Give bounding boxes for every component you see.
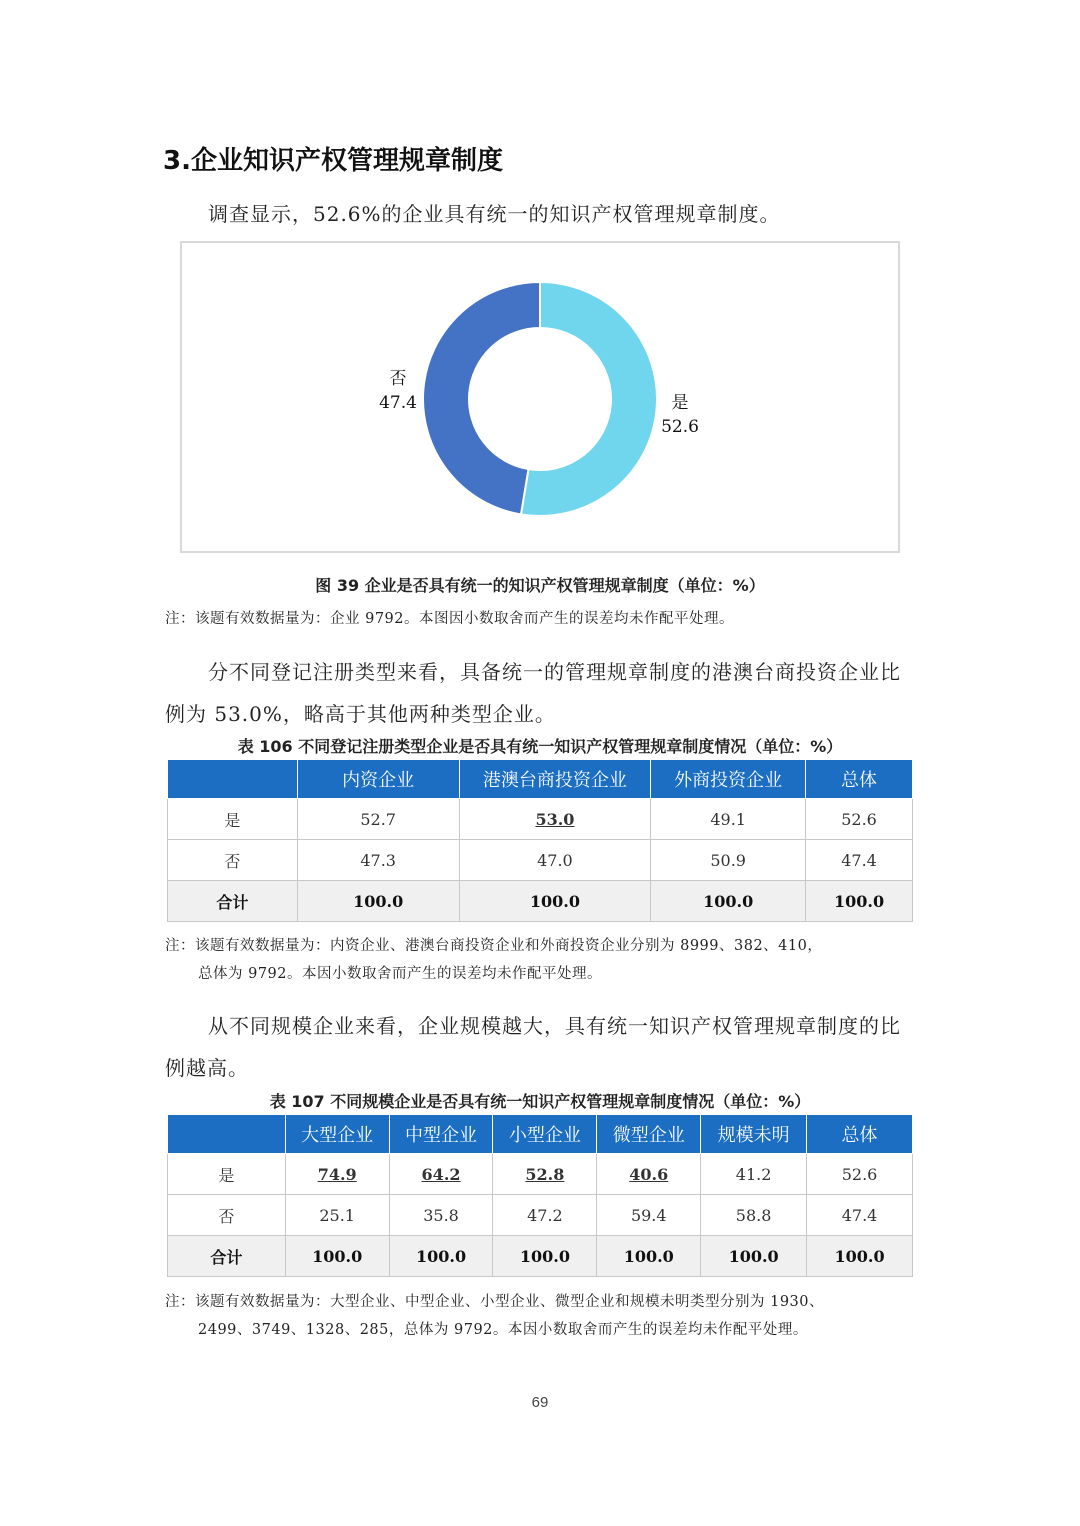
table-cell: 100.0 — [806, 881, 913, 922]
header-cell: 港澳台商投资企业 — [459, 760, 651, 799]
table-cell — [389, 1154, 493, 1195]
table-cell — [493, 1154, 597, 1195]
table-cell: 100.0 — [701, 1236, 807, 1277]
highlight-value: 40.6 — [629, 1164, 669, 1184]
table-cell: 41.2 — [701, 1154, 807, 1195]
header-cell: 规模未明 — [701, 1115, 807, 1154]
donut-slice-yes — [521, 282, 657, 516]
highlight-value: 53.0 — [535, 809, 575, 829]
table-107 — [167, 1114, 913, 1277]
table-cell: 47.4 — [806, 840, 913, 881]
table-107-note-line-2: 2499、3749、1328、285，总体为 9792。本因小数取舍而产生的误差均未作配平处理。 — [198, 1322, 808, 1338]
table-row — [168, 799, 913, 840]
figure-caption: 图 39 企业是否具有统一的知识产权管理规章制度（单位：%） — [315, 576, 765, 595]
paragraph-2-line-1: 分不同登记注册类型来看，具备统一的管理规章制度的港澳台商投资企业比 — [208, 660, 901, 684]
table-header-row — [168, 1115, 913, 1154]
header-cell: 内资企业 — [297, 760, 459, 799]
slice-label-yes-value: 52.6 — [661, 417, 699, 437]
row-label: 否 — [168, 840, 298, 881]
table-cell — [459, 799, 651, 840]
table-cell: 47.3 — [297, 840, 459, 881]
slice-label-yes-name: 是 — [671, 393, 689, 413]
figure-frame — [180, 241, 900, 553]
header-cell: 中型企业 — [389, 1115, 493, 1154]
table-cell: 59.4 — [597, 1195, 701, 1236]
row-label: 合计 — [168, 1236, 286, 1277]
table-106-title: 表 106 不同登记注册类型企业是否具有统一知识产权管理规章制度情况（单位：%） — [237, 737, 843, 756]
intro-paragraph: 调查显示，52.6%的企业具有统一的知识产权管理规章制度。 — [208, 202, 781, 226]
row-label: 否 — [168, 1195, 286, 1236]
table-row — [168, 840, 913, 881]
row-label: 是 — [168, 1154, 286, 1195]
table-cell: 100.0 — [285, 1236, 389, 1277]
table-cell: 100.0 — [807, 1236, 913, 1277]
table-cell — [597, 1154, 701, 1195]
figure-note: 注：该题有效数据量为：企业 9792。本图因小数取舍而产生的误差均未作配平处理。 — [165, 611, 735, 627]
slice-label-no-name: 否 — [389, 369, 407, 389]
table-header-row — [168, 760, 913, 799]
header-cell: 微型企业 — [597, 1115, 701, 1154]
header-cell: 外商投资企业 — [651, 760, 806, 799]
table-cell: 49.1 — [651, 799, 806, 840]
slice-label-no-value: 47.4 — [379, 393, 417, 413]
header-cell — [168, 1115, 286, 1154]
highlight-value: 52.8 — [525, 1164, 565, 1184]
row-label: 是 — [168, 799, 298, 840]
table-cell — [285, 1154, 389, 1195]
paragraph-2-line-2: 例为 53.0%，略高于其他两种类型企业。 — [165, 702, 556, 726]
table-row — [168, 1195, 913, 1236]
donut-slice-no — [423, 282, 540, 514]
table-cell: 35.8 — [389, 1195, 493, 1236]
page-number: 69 — [531, 1394, 549, 1411]
header-cell: 总体 — [806, 760, 913, 799]
header-cell: 总体 — [807, 1115, 913, 1154]
table-cell: 52.6 — [806, 799, 913, 840]
paragraph-3-line-1: 从不同规模企业来看，企业规模越大，具有统一知识产权管理规章制度的比 — [208, 1014, 901, 1038]
table-cell: 100.0 — [651, 881, 806, 922]
table-cell: 100.0 — [597, 1236, 701, 1277]
row-label: 合计 — [168, 881, 298, 922]
table-cell: 100.0 — [493, 1236, 597, 1277]
table-cell: 100.0 — [459, 881, 651, 922]
slice-label-no — [368, 367, 428, 415]
table-106-note-line-2: 总体为 9792。本因小数取舍而产生的误差均未作配平处理。 — [198, 966, 603, 982]
table-row — [168, 1154, 913, 1195]
table-107-title: 表 107 不同规模企业是否具有统一知识产权管理规章制度情况（单位：%） — [269, 1092, 811, 1111]
table-cell: 58.8 — [701, 1195, 807, 1236]
table-total-row — [168, 881, 913, 922]
table-cell: 100.0 — [389, 1236, 493, 1277]
table-cell: 100.0 — [297, 881, 459, 922]
paragraph-3-line-2: 例越高。 — [165, 1056, 249, 1080]
table-107-note-line-1: 注：该题有效数据量为：大型企业、中型企业、小型企业、微型企业和规模未明类型分别为 1930、 — [165, 1294, 825, 1310]
highlight-value: 74.9 — [317, 1164, 357, 1184]
table-cell: 52.6 — [807, 1154, 913, 1195]
table-cell: 47.0 — [459, 840, 651, 881]
table-cell: 50.9 — [651, 840, 806, 881]
table-106 — [167, 759, 913, 922]
header-cell: 大型企业 — [285, 1115, 389, 1154]
table-106-note-line-1: 注：该题有效数据量为：内资企业、港澳台商投资企业和外商投资企业分别为 8999、382、410， — [165, 938, 823, 954]
donut-chart — [182, 243, 898, 551]
table-cell: 47.4 — [807, 1195, 913, 1236]
table-total-row — [168, 1236, 913, 1277]
highlight-value: 64.2 — [421, 1164, 461, 1184]
header-cell: 小型企业 — [493, 1115, 597, 1154]
table-cell: 47.2 — [493, 1195, 597, 1236]
header-cell — [168, 760, 298, 799]
section-heading: 3.企业知识产权管理规章制度 — [163, 146, 503, 176]
table-cell: 25.1 — [285, 1195, 389, 1236]
slice-label-yes — [650, 391, 710, 439]
table-cell: 52.7 — [297, 799, 459, 840]
